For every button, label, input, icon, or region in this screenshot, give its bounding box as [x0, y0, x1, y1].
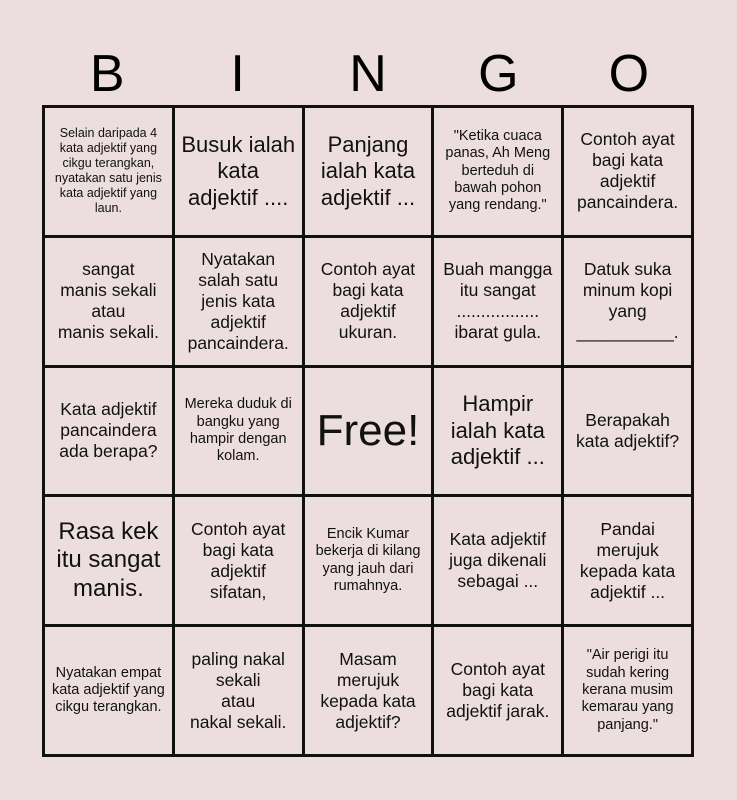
bingo-cell-r3c1[interactable]: Kata adjektif pancaindera ada berapa?: [45, 368, 172, 495]
bingo-cell-r5c3[interactable]: Masam merujuk kepada kata adjektif?: [305, 627, 432, 754]
bingo-cell-r4c4[interactable]: Kata adjektif juga dikenali sebagai ...: [434, 497, 561, 624]
bingo-cell-r3c5[interactable]: Berapakah kata adjektif?: [564, 368, 691, 495]
bingo-cell-r5c2[interactable]: paling nakal sekali atau nakal sekali.: [175, 627, 302, 754]
bingo-cell-r4c3[interactable]: Encik Kumar bekerja di kilang yang jauh dari rumahnya.: [305, 497, 432, 624]
bingo-card: [42, 105, 694, 757]
bingo-cell-r3c4[interactable]: Hampir ialah kata adjektif ...: [434, 368, 561, 495]
bingo-cell-r4c5[interactable]: Pandai merujuk kepada kata adjektif ...: [564, 497, 691, 624]
bingo-cell-free[interactable]: Free!: [305, 368, 432, 495]
bingo-cell-r2c5[interactable]: Datuk suka minum kopi yang __________.: [564, 238, 691, 365]
header-letter-o: O: [608, 45, 650, 103]
bingo-cell-r5c1[interactable]: Nyatakan empat kata adjektif yang cikgu terangkan.: [45, 627, 172, 754]
bingo-cell-r1c1[interactable]: Selain daripada 4 kata adjektif yang cikgu terangkan, nyatakan satu jenis kata adjektif yang laun.: [45, 108, 172, 235]
bingo-cell-r2c2[interactable]: Nyatakan salah satu jenis kata adjektif pancaindera.: [175, 238, 302, 365]
header-letter-g: G: [478, 45, 519, 103]
header-letter-i: I: [230, 45, 245, 103]
bingo-cell-r4c1[interactable]: Rasa kek itu sangat manis.: [45, 497, 172, 624]
header-letter-n: N: [349, 45, 387, 103]
bingo-cell-r5c4[interactable]: Contoh ayat bagi kata adjektif jarak.: [434, 627, 561, 754]
bingo-header: [42, 44, 694, 102]
bingo-cell-r1c4[interactable]: "Ketika cuaca panas, Ah Meng berteduh di bawah pohon yang rendang.": [434, 108, 561, 235]
header-letter-b: B: [89, 45, 125, 103]
bingo-cell-r1c3[interactable]: Panjang ialah kata adjektif ...: [305, 108, 432, 235]
bingo-cell-r1c2[interactable]: Busuk ialah kata adjektif ....: [175, 108, 302, 235]
bingo-cell-r5c5[interactable]: "Air perigi itu sudah kering kerana musim kemarau yang panjang.": [564, 627, 691, 754]
bingo-cell-r1c5[interactable]: Contoh ayat bagi kata adjektif pancaindera.: [564, 108, 691, 235]
bingo-cell-r4c2[interactable]: Contoh ayat bagi kata adjektif sifatan,: [175, 497, 302, 624]
bingo-cell-r2c1[interactable]: sangat manis sekali atau manis sekali.: [45, 238, 172, 365]
bingo-cell-r3c2[interactable]: Mereka duduk di bangku yang hampir dengan kolam.: [175, 368, 302, 495]
bingo-cell-r2c4[interactable]: Buah mangga itu sangat ................. ibarat gula.: [434, 238, 561, 365]
bingo-cell-r2c3[interactable]: Contoh ayat bagi kata adjektif ukuran.: [305, 238, 432, 365]
